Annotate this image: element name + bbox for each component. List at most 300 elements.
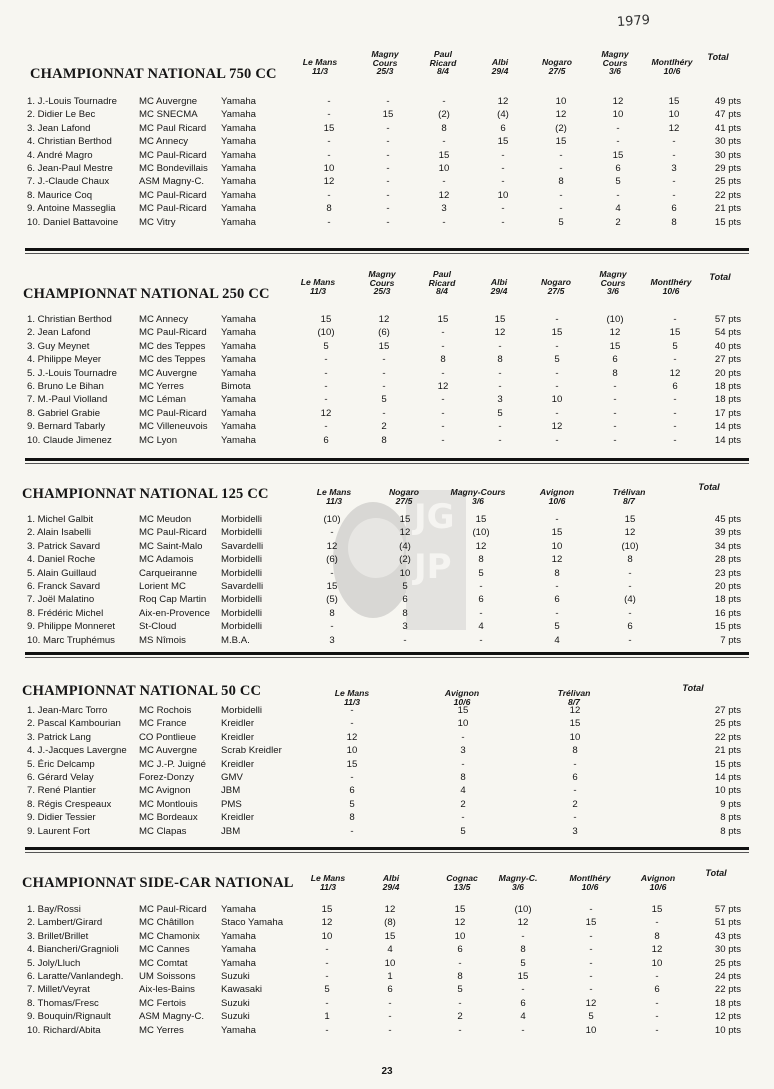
race-points: -: [479, 607, 483, 619]
race-date: 27/5: [547, 286, 565, 296]
club-name: MC Lyon: [139, 434, 178, 446]
race-points: 6: [478, 594, 484, 606]
machine-make: GMV: [221, 772, 243, 783]
rider-name: 10. Daniel Battavoine: [27, 216, 119, 228]
race-points: -: [386, 149, 390, 161]
race-name: Montlhéry: [650, 277, 692, 287]
race-points: 6: [500, 122, 506, 134]
total-points: 51 pts: [714, 917, 741, 929]
race-points: 6: [615, 163, 621, 174]
machine-make: M.B.A.: [221, 634, 250, 646]
race-date: 10/6: [453, 697, 471, 707]
club-name: Roq Cap Martin: [139, 594, 207, 606]
race-points: -: [458, 1024, 462, 1036]
standings-row: [0, 163, 774, 176]
club-name: MC Comtat: [139, 957, 188, 969]
race-points: 15: [346, 758, 358, 770]
standings-row: [0, 314, 774, 327]
svg-text:JG: JG: [414, 497, 455, 537]
total-points: 30 pts: [714, 149, 741, 161]
total-points: 30 pts: [714, 136, 741, 148]
total-points: 29 pts: [714, 163, 741, 174]
race-date: 3/6: [607, 286, 619, 296]
standings-row: [0, 759, 774, 772]
race-points: 5: [615, 176, 621, 188]
total-points: 18 pts: [714, 381, 741, 392]
total-points: 8 pts: [720, 812, 741, 824]
race-name: Magny Cours: [599, 269, 627, 288]
race-date: 11/3: [311, 66, 329, 76]
club-name: MC Auvergne: [139, 367, 198, 379]
race-points: -: [382, 381, 386, 392]
race-points: 3: [402, 621, 408, 633]
race-points: -: [501, 203, 505, 215]
race-points: 5: [381, 394, 387, 406]
race-points: 15: [585, 917, 597, 929]
machine-make: Yamaha: [221, 136, 257, 148]
machine-make: Yamaha: [221, 1024, 257, 1036]
rider-name: 2. Pascal Kambourian: [27, 718, 121, 730]
rider-name: 6. Jean-Paul Mestre: [27, 163, 113, 174]
race-points: 15: [612, 149, 624, 161]
race-points: -: [655, 971, 659, 982]
race-name: Trélivan: [612, 487, 646, 497]
machine-make: Yamaha: [221, 109, 257, 121]
race-points: -: [327, 216, 331, 228]
machine-make: JBM: [221, 825, 241, 837]
machine-make: Savardelli: [221, 581, 264, 592]
race-name: Magny Cours: [368, 269, 396, 288]
club-name: MC Paul-Ricard: [139, 904, 207, 915]
race-points: -: [501, 163, 505, 174]
race-points: 5: [457, 984, 463, 996]
standings-row: [0, 799, 774, 812]
race-points: -: [325, 944, 329, 956]
race-points: 12: [585, 997, 597, 1009]
race-points: 5: [324, 984, 330, 996]
race-points: 10: [454, 930, 466, 942]
total-points: 40 pts: [714, 340, 741, 352]
race-points: -: [655, 997, 659, 1009]
race-points: -: [628, 581, 632, 592]
club-name: MC Auvergne: [139, 96, 198, 107]
club-name: CO Pontlieue: [139, 731, 197, 743]
club-name: MC Montlouis: [139, 798, 198, 810]
rider-name: 4. Daniel Roche: [27, 554, 96, 566]
club-name: MC Rochois: [139, 705, 192, 716]
rider-name: 8. Maurice Coq: [27, 189, 93, 201]
race-name: Le Mans: [310, 873, 346, 883]
race-points: 2: [615, 216, 621, 228]
club-name: MC J.-P. Juigné: [139, 758, 207, 770]
machine-make: Morbidelli: [221, 514, 263, 525]
race-points: 10: [399, 567, 411, 579]
race-name: Nogaro: [388, 487, 420, 497]
race-points: -: [498, 340, 502, 352]
race-points: -: [327, 136, 331, 148]
rider-name: 3. Patrick Lang: [27, 731, 91, 743]
race-points: -: [403, 634, 407, 646]
total-header: Total: [698, 482, 720, 492]
machine-make: Yamaha: [221, 407, 257, 419]
race-name: Le Mans: [334, 688, 370, 698]
race-points: 4: [615, 203, 621, 215]
race-points: (4): [497, 109, 509, 121]
club-name: ASM Magny-C.: [139, 176, 205, 188]
race-points: 12: [438, 189, 450, 201]
total-points: 24 pts: [714, 971, 741, 982]
race-points: -: [589, 957, 593, 969]
race-points: 4: [554, 634, 560, 646]
race-points: -: [628, 607, 632, 619]
race-points: 5: [478, 567, 484, 579]
machine-make: Morbidelli: [221, 527, 263, 539]
standings-row: [0, 594, 774, 607]
race-points: -: [442, 216, 446, 228]
total-points: 27 pts: [714, 354, 741, 366]
club-name: MC Paul-Ricard: [139, 327, 207, 339]
race-date: 25/3: [376, 66, 394, 76]
race-points: -: [521, 984, 525, 996]
race-points: 10: [457, 718, 469, 730]
race-points: 12: [555, 109, 567, 121]
race-points: -: [555, 581, 559, 592]
total-points: 9 pts: [720, 798, 741, 810]
race-points: -: [673, 314, 677, 325]
race-points: 5: [402, 581, 408, 592]
race-points: -: [325, 971, 329, 982]
machine-make: Yamaha: [221, 203, 257, 215]
race-date: 29/4: [491, 66, 509, 76]
race-points: 12: [399, 527, 411, 539]
club-name: MC des Teppes: [139, 354, 206, 366]
club-name: MC Cannes: [139, 944, 190, 956]
race-points: -: [555, 314, 559, 325]
rider-name: 8. Thomas/Fresc: [27, 997, 99, 1009]
race-points: 6: [387, 984, 393, 996]
standings-row: [0, 190, 774, 203]
club-name: MC Bordeaux: [139, 812, 198, 824]
race-points: 8: [558, 176, 564, 188]
machine-make: Yamaha: [221, 149, 257, 161]
club-name: MC Paul-Ricard: [139, 407, 207, 419]
race-points: -: [501, 149, 505, 161]
standings-row: [0, 944, 774, 957]
standings-row: [0, 541, 774, 554]
race-date: 27/5: [548, 66, 566, 76]
standings-row: [0, 958, 774, 971]
race-points: 15: [669, 327, 681, 339]
section-divider: [25, 847, 749, 850]
race-points: -: [613, 407, 617, 419]
race-name: Nogaro: [541, 57, 573, 67]
race-points: -: [386, 176, 390, 188]
race-points: 2: [572, 798, 578, 810]
standings-row: [0, 435, 774, 448]
race-points: -: [350, 772, 354, 783]
race-points: -: [325, 957, 329, 969]
race-date: 11/3: [309, 286, 327, 296]
race-points: -: [382, 407, 386, 419]
race-name: Albi: [490, 277, 508, 287]
standings-row: [0, 785, 774, 798]
total-points: 21 pts: [714, 745, 741, 757]
total-points: 22 pts: [714, 731, 741, 743]
race-points: -: [388, 1024, 392, 1036]
standings-row: [0, 635, 774, 648]
race-name: Cognac: [446, 873, 478, 883]
total-points: 15 pts: [714, 621, 741, 633]
race-points: (6): [326, 554, 338, 566]
race-points: -: [330, 621, 334, 633]
machine-make: Yamaha: [221, 314, 257, 325]
race-points: -: [442, 96, 446, 107]
machine-make: Morbidelli: [221, 705, 263, 716]
total-header: Total: [709, 272, 731, 282]
standings-row: [0, 931, 774, 944]
race-points: -: [655, 1011, 659, 1023]
total-points: 43 pts: [714, 930, 741, 942]
race-points: 8: [612, 367, 618, 379]
rider-name: 4. André Magro: [27, 149, 93, 161]
machine-make: Morbidelli: [221, 567, 263, 579]
total-points: 54 pts: [714, 327, 741, 339]
race-points: -: [673, 354, 677, 366]
race-points: 10: [651, 957, 663, 969]
race-name: Avignon: [539, 487, 575, 497]
race-points: 10: [497, 189, 509, 201]
race-points: 6: [402, 594, 408, 606]
standings-row: [0, 381, 774, 394]
race-points: 4: [478, 621, 484, 633]
race-points: 12: [323, 176, 335, 188]
rider-name: 4. J.-Jacques Lavergne: [27, 745, 127, 757]
rider-name: 7. M.-Paul Violland: [27, 394, 108, 406]
machine-make: Bimota: [221, 381, 251, 392]
total-points: 15 pts: [714, 758, 741, 770]
race-points: -: [324, 367, 328, 379]
race-points: 15: [321, 904, 333, 915]
rider-name: 7. Joël Malatino: [27, 594, 95, 606]
club-name: MC Adamois: [139, 554, 194, 566]
total-points: 28 pts: [714, 554, 741, 566]
race-points: -: [441, 367, 445, 379]
race-points: -: [324, 421, 328, 433]
rider-name: 1. J.-Louis Tournadre: [27, 96, 117, 107]
race-date: 3/6: [472, 496, 484, 506]
machine-make: Yamaha: [221, 96, 257, 107]
race-points: -: [613, 394, 617, 406]
rider-name: 2. Lambert/Girard: [27, 917, 103, 929]
race-points: 10: [668, 109, 680, 121]
rider-name: 1. Michel Galbit: [27, 514, 94, 525]
race-points: 5: [497, 407, 503, 419]
standings-row: [0, 217, 774, 230]
club-name: Carqueiranne: [139, 567, 198, 579]
race-points: (10): [317, 327, 335, 339]
rider-name: 9. Laurent Fort: [27, 825, 90, 837]
total-points: 49 pts: [714, 96, 741, 107]
race-points: -: [350, 718, 354, 730]
race-points: (4): [624, 594, 636, 606]
section-title: CHAMPIONNAT NATIONAL 50 CC: [22, 683, 262, 699]
machine-make: Scrab Kreidler: [221, 745, 282, 757]
total-points: 22 pts: [714, 189, 741, 201]
section-title: CHAMPIONNAT NATIONAL 250 CC: [23, 286, 270, 302]
race-points: -: [573, 785, 577, 797]
race-points: 15: [651, 904, 663, 915]
rider-name: 10. Claude Jimenez: [27, 434, 112, 446]
race-points: 6: [520, 997, 526, 1009]
machine-make: Kreidler: [221, 731, 255, 743]
rider-name: 7. René Plantier: [27, 785, 96, 797]
standings-row: [0, 327, 774, 340]
race-points: 15: [494, 314, 506, 325]
machine-make: JBM: [221, 785, 241, 797]
total-points: 7 pts: [720, 634, 741, 646]
rider-name: 4. Christian Berthod: [27, 136, 112, 148]
club-name: MC Saint-Malo: [139, 540, 203, 552]
machine-make: Morbidelli: [221, 594, 263, 606]
rider-name: 5. Alain Guillaud: [27, 567, 97, 579]
race-points: -: [324, 394, 328, 406]
race-points: -: [673, 407, 677, 419]
race-points: 10: [551, 394, 563, 406]
rider-name: 6. Laratte/Vanlandegh.: [27, 971, 124, 982]
race-points: 8: [671, 216, 677, 228]
rider-name: 9. Antoine Masseglia: [27, 203, 116, 215]
race-points: 5: [554, 354, 560, 366]
race-points: -: [555, 607, 559, 619]
race-points: 4: [387, 944, 393, 956]
race-name: Montlhéry: [651, 57, 693, 67]
section-divider-thin: [25, 253, 749, 254]
standings-row: [0, 123, 774, 136]
race-points: 3: [572, 825, 578, 837]
club-name: MC Meudon: [139, 514, 192, 525]
total-points: 20 pts: [714, 581, 741, 592]
race-points: -: [386, 189, 390, 201]
total-points: 34 pts: [714, 540, 741, 552]
race-points: -: [330, 527, 334, 539]
rider-name: 7. Millet/Veyrat: [27, 984, 90, 996]
race-points: -: [589, 930, 593, 942]
standings-row: [0, 394, 774, 407]
section-title: CHAMPIONNAT NATIONAL 750 CC: [30, 66, 277, 82]
machine-make: Yamaha: [221, 904, 257, 915]
race-points: 12: [454, 917, 466, 929]
race-points: -: [589, 971, 593, 982]
race-points: -: [672, 149, 676, 161]
race-date: 11/3: [319, 882, 337, 892]
club-name: MC Châtillon: [139, 917, 194, 929]
race-points: 10: [551, 540, 563, 552]
race-date: 8/4: [437, 66, 449, 76]
race-points: 5: [672, 340, 678, 352]
race-points: -: [673, 394, 677, 406]
race-name: Le Mans: [300, 277, 336, 287]
club-name: MC Paul-Ricard: [139, 527, 207, 539]
rider-name: 8. Gabriel Grabie: [27, 407, 101, 419]
club-name: MC Paul-Ricard: [139, 149, 207, 161]
race-points: 12: [321, 917, 333, 929]
race-points: -: [325, 997, 329, 1009]
race-points: 6: [612, 354, 618, 366]
race-date: 3/6: [512, 882, 524, 892]
race-points: 15: [457, 705, 469, 716]
standings-row: [0, 150, 774, 163]
race-points: 12: [384, 904, 396, 915]
race-name: Magny-C.: [498, 873, 538, 883]
standings-row: [0, 998, 774, 1011]
total-points: 47 pts: [714, 109, 741, 121]
race-points: -: [655, 1024, 659, 1036]
race-points: -: [350, 825, 354, 837]
race-points: -: [501, 176, 505, 188]
club-name: MC Paul Ricard: [139, 122, 207, 134]
rider-name: 2. Alain Isabelli: [27, 527, 91, 539]
race-points: -: [555, 434, 559, 446]
rider-name: 3. Guy Meynet: [27, 340, 90, 352]
race-points: 6: [349, 785, 355, 797]
race-points: -: [559, 189, 563, 201]
race-points: -: [555, 367, 559, 379]
race-points: -: [382, 367, 386, 379]
race-points: 12: [320, 407, 332, 419]
race-points: -: [498, 381, 502, 392]
race-points: -: [673, 434, 677, 446]
race-date: 10/6: [548, 496, 566, 506]
race-points: 6: [654, 984, 660, 996]
rider-name: 8. Régis Crespeaux: [27, 798, 112, 810]
race-points: -: [589, 944, 593, 956]
machine-make: Suzuki: [221, 971, 250, 982]
rider-name: 4. Biancheri/Gragnioli: [27, 944, 119, 956]
machine-make: Yamaha: [221, 340, 257, 352]
total-points: 8 pts: [720, 825, 741, 837]
race-points: (8): [384, 917, 396, 929]
standings-row: [0, 176, 774, 189]
race-points: -: [388, 1011, 392, 1023]
club-name: MC Chamonix: [139, 930, 200, 942]
machine-make: Yamaha: [221, 394, 257, 406]
standings-row: [0, 705, 774, 718]
standings-row: [0, 421, 774, 434]
total-points: 23 pts: [714, 567, 741, 579]
standings-row: [0, 732, 774, 745]
standings-row: [0, 581, 774, 594]
race-points: (10): [621, 540, 639, 552]
race-points: -: [672, 136, 676, 148]
total-points: 20 pts: [714, 367, 741, 379]
race-points: -: [672, 176, 676, 188]
race-points: 12: [494, 327, 506, 339]
race-points: -: [616, 122, 620, 134]
page-stamp: 1979: [616, 12, 651, 31]
race-points: 15: [399, 514, 411, 525]
machine-make: Suzuki: [221, 1011, 250, 1023]
race-points: -: [386, 122, 390, 134]
club-name: MC Paul-Ricard: [139, 189, 207, 201]
race-date: 13/5: [453, 882, 471, 892]
race-points: -: [559, 203, 563, 215]
machine-make: Yamaha: [221, 944, 257, 956]
race-points: 15: [668, 96, 680, 107]
section-title: CHAMPIONNAT NATIONAL 125 CC: [22, 486, 269, 502]
race-points: 6: [672, 381, 678, 392]
race-points: -: [613, 421, 617, 433]
rider-name: 10. Marc Truphémus: [27, 634, 115, 646]
